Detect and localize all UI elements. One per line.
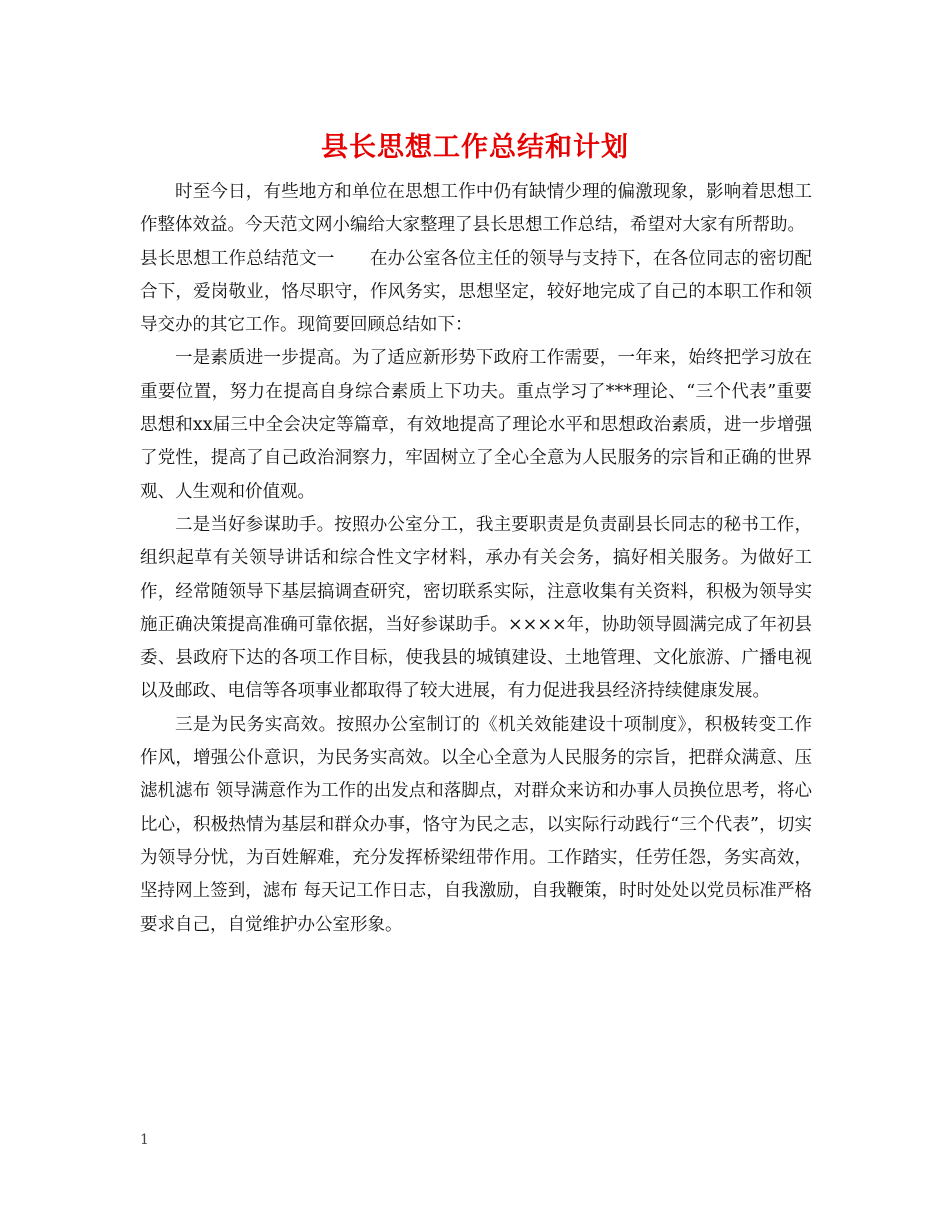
paragraph-service: 三是为民务实高效。按照办公室制订的《机关效能建设十项制度》，积极转变工作作风，增强公仆意识，为民务实高效。以全心全意为人民服务的宗旨，把群众满意、压滤机滤布 领导满意作为工作的出发点和落脚点，对群众来访和办事人员换位思考，将心比心，积极热情为基层和群众办事，恪守为民之志，以实际行动践行“三个代表”，切实为领导分忧，为百姓解难，充分发挥桥梁纽带作用。工作踏实，任劳任怨，务实高效，坚持网上签到，滤布 每天记工作日志，自我激励，自我鞭策，时时处处以党员标准严格要求自己，自觉维护办公室形象。 <box>140 714 812 935</box>
section-paragraph-opening: 县长思想工作总结范文一 在办公室各位主任的领导与支持下，在各位同志的密切配合下，爱岗敬业，恪尽职守，作风务实，思想坚定，较好地完成了自己的本职工作和领导交办的其它工作。现简要回顾总结如下： <box>140 248 812 336</box>
intro-paragraph: 时至今日，有些地方和单位在思想工作中仍有缺情少理的偏激现象，影响着思想工作整体效益。今天范文网小编给大家整理了县长思想工作总结，希望对大家有所帮助。 <box>140 182 812 236</box>
paragraph-quality: 一是素质进一步提高。为了适应新形势下政府工作需要，一年来，始终把学习放在重要位置，努力在提高自身综合素质上下功夫。重点学习了***理论、“三个代表”重要思想和xx届三中全会决定等篇章，有效地提高了理论水平和思想政治素质，进一步增强了党性，提高了自己政治洞察力，牢固树立了全心全意为人民服务的宗旨和正确的世界观、人生观和价值观。 <box>140 348 812 502</box>
document-title: 县长思想工作总结和计划 <box>321 132 629 163</box>
page-number: 1 <box>140 1132 149 1148</box>
document-body <box>140 176 812 942</box>
paragraph-assistant: 二是当好参谋助手。按照办公室分工，我主要职责是负责副县长同志的秘书工作，组织起草有关领导讲话和综合性文字材料，承办有关会务，搞好相关服务。为做好工作，经常随领导下基层搞调查研究，密切联系实际，注意收集有关资料，积极为领导实施正确决策提高准确可靠依据，当好参谋助手。××××年，协助领导圆满完成了年初县委、县政府下达的各项工作目标，使我县的城镇建设、土地管理、文化旅游、广播电视以及邮政、电信等各项事业都取得了较大进展，有力促进我县经济持续健康发展。 <box>140 514 812 702</box>
